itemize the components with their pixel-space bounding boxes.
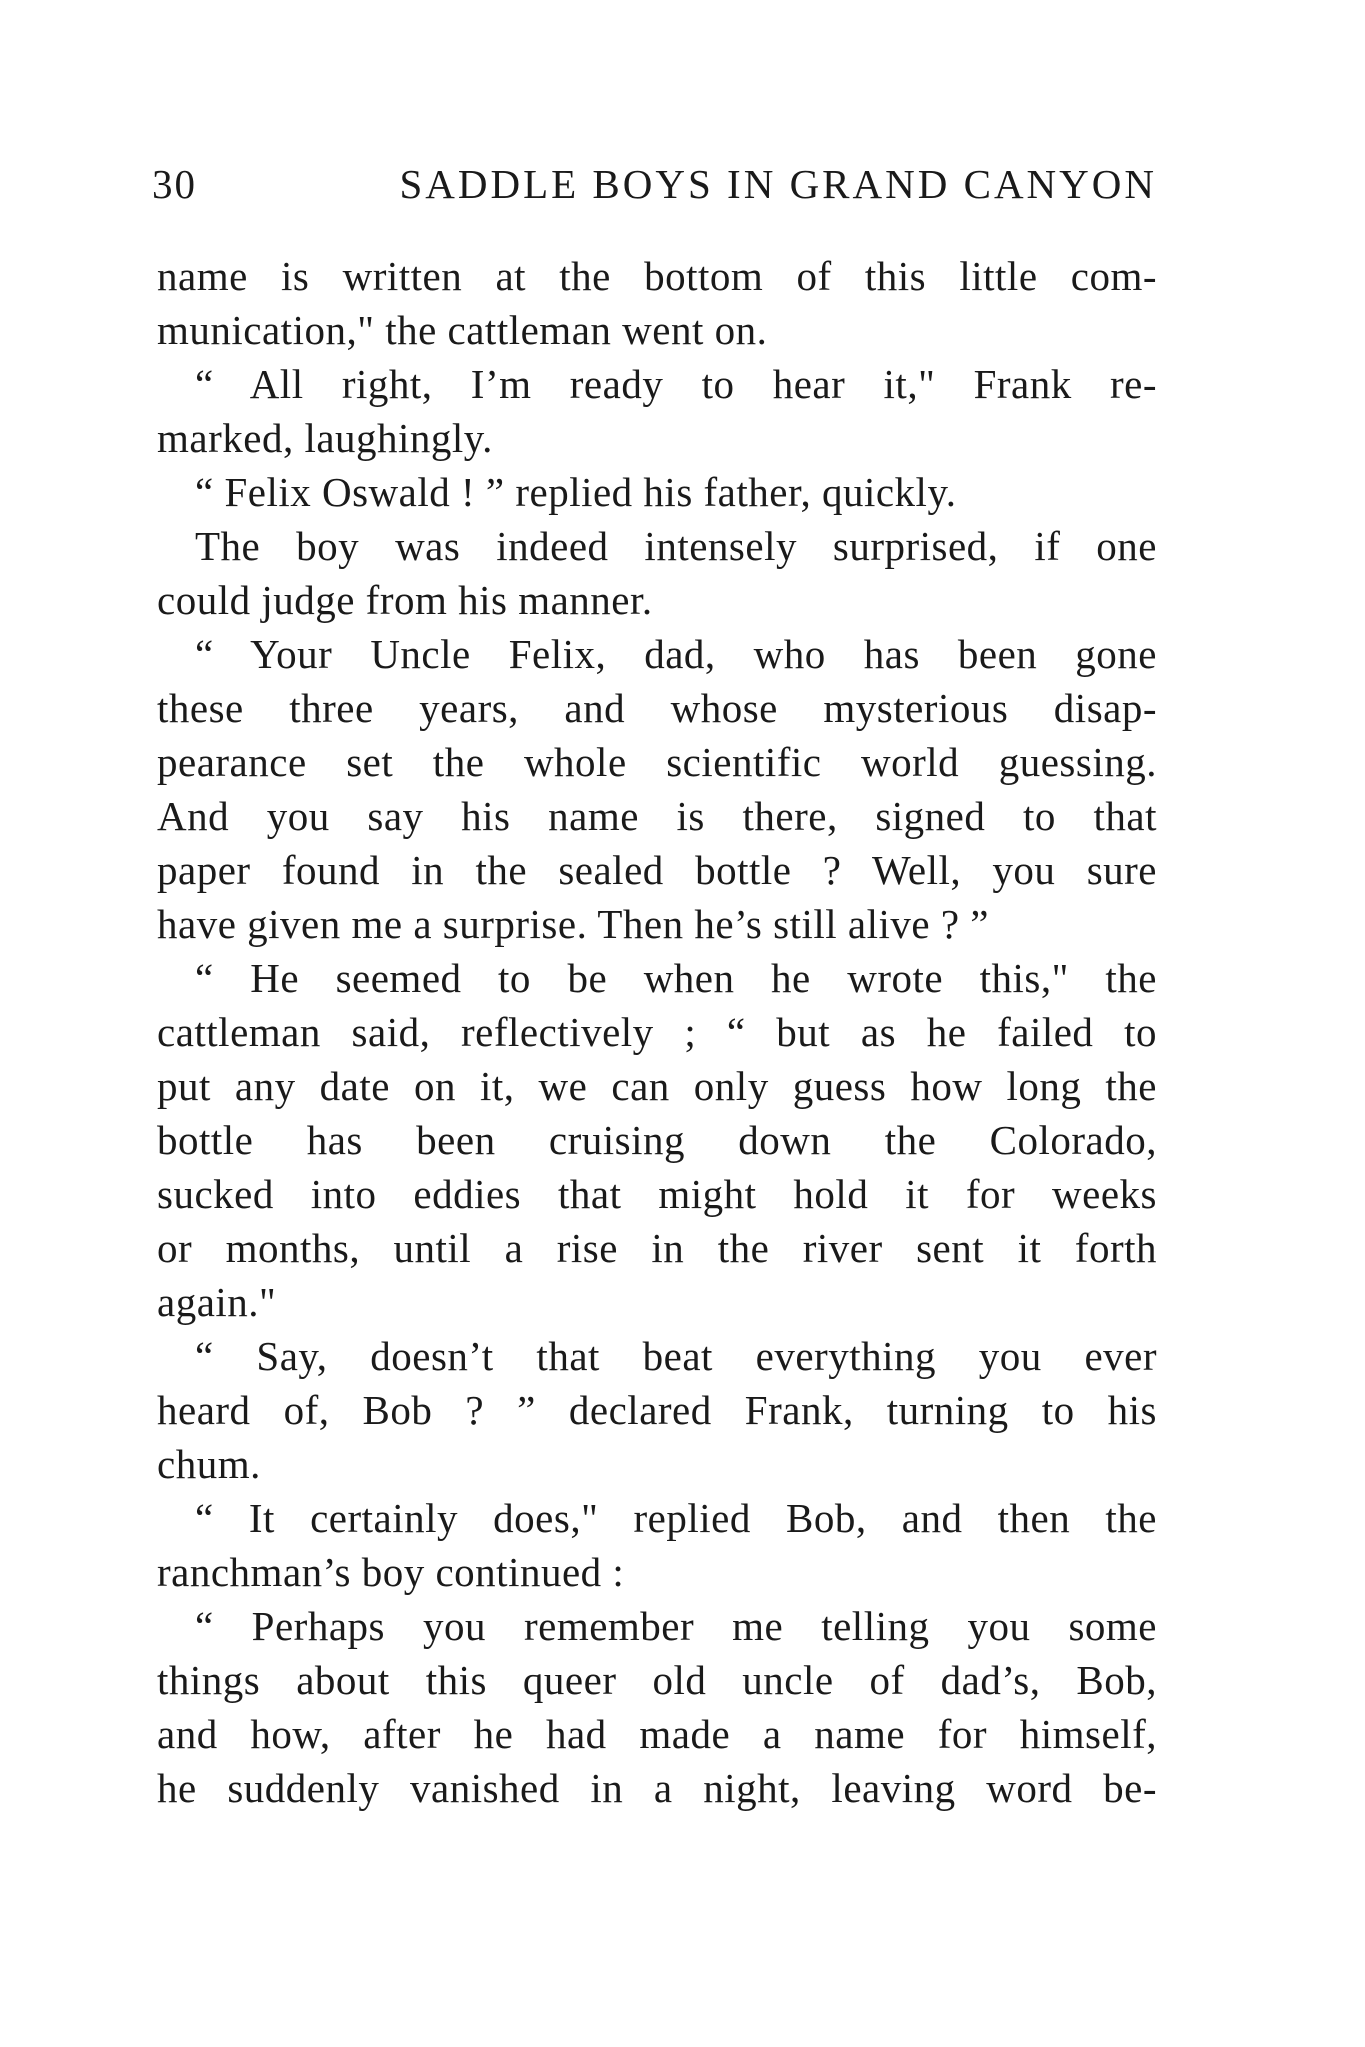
text-line: bottle has been cruising down the Colorado,	[157, 1117, 1157, 1163]
body-text	[157, 249, 1157, 1815]
text-line: The boy was indeed intensely surprised, if one	[195, 523, 1157, 569]
text-line: he suddenly vanished in a night, leaving word be-	[157, 1765, 1157, 1811]
text-line: “ It certainly does," replied Bob, and then the	[195, 1495, 1157, 1541]
text-line: pearance set the whole scientific world guessing.	[157, 739, 1157, 785]
text-line: things about this queer old uncle of dad’s, Bob,	[157, 1657, 1157, 1703]
text-line: cattleman said, reflectively ; “ but as he failed to	[157, 1009, 1157, 1055]
text-line: sucked into eddies that might hold it for weeks	[157, 1171, 1157, 1217]
running-title: SADDLE BOYS IN GRAND CANYON	[399, 161, 1157, 207]
text-line: ranchman’s boy continued :	[157, 1549, 625, 1595]
text-line: marked, laughingly.	[157, 415, 493, 461]
text-line: could judge from his manner.	[157, 577, 653, 623]
text-line: munication," the cattleman went on.	[157, 307, 768, 353]
text-line: “ Say, doesn’t that beat everything you ever	[195, 1333, 1157, 1379]
text-line: “ Felix Oswald ! ” replied his father, quickly.	[195, 469, 957, 515]
text-line: “ Perhaps you remember me telling you some	[195, 1603, 1157, 1649]
page-number: 30	[152, 161, 197, 207]
text-line: paper found in the sealed bottle ? Well, you sure	[157, 847, 1157, 893]
text-line: And you say his name is there, signed to that	[157, 793, 1157, 839]
text-line: again."	[157, 1279, 277, 1325]
text-line: “ Your Uncle Felix, dad, who has been gone	[195, 631, 1157, 677]
text-line: chum.	[157, 1441, 261, 1487]
text-line: or months, until a rise in the river sent it forth	[157, 1225, 1157, 1271]
text-line: have given me a surprise. Then he’s still alive ? ”	[157, 901, 989, 947]
text-line: these three years, and whose mysterious disap-	[157, 685, 1157, 731]
text-line: name is written at the bottom of this little com-	[157, 253, 1157, 299]
text-line: heard of, Bob ? ” declared Frank, turning to his	[157, 1387, 1157, 1433]
text-line: “ All right, I’m ready to hear it," Frank re-	[195, 361, 1157, 407]
text-line: put any date on it, we can only guess how long the	[157, 1063, 1157, 1109]
page-header	[152, 160, 1157, 220]
text-line: and how, after he had made a name for himself,	[157, 1711, 1157, 1757]
text-line: “ He seemed to be when he wrote this," the	[195, 955, 1157, 1001]
